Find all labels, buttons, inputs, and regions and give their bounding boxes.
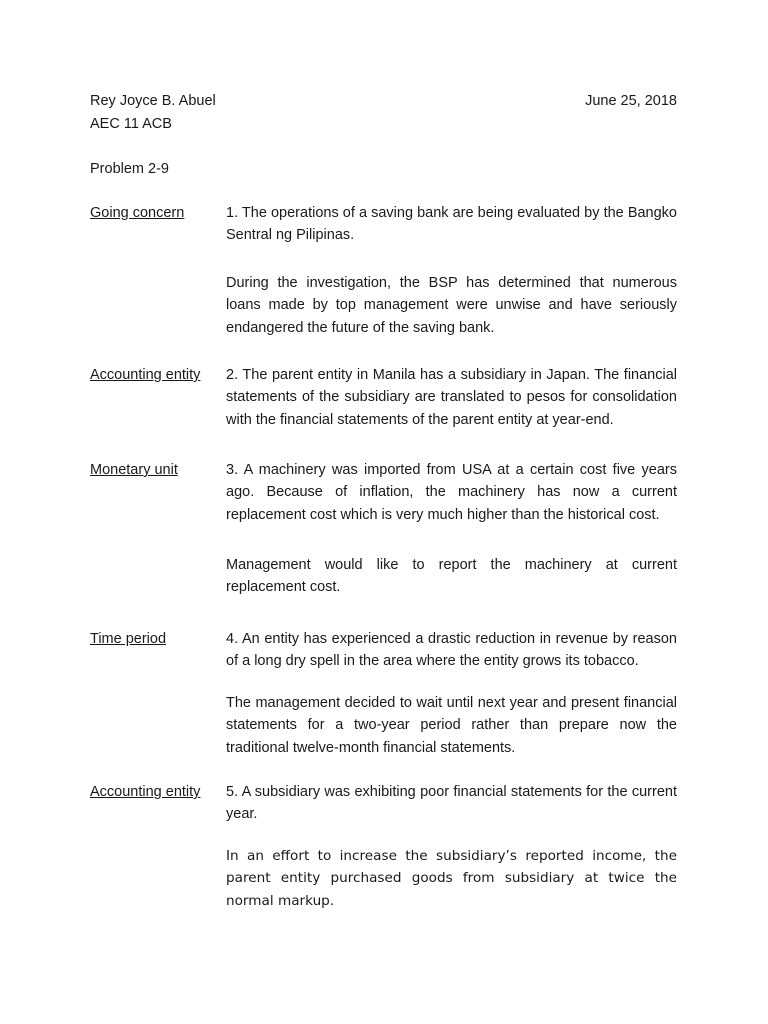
item-4-paragraph-1: 4. An entity has experienced a drastic reduction in revenue by reason of a long dry spell in the area where the entity grows its tobacco. <box>226 631 677 670</box>
item-1-paragraph-2: During the investigation, the BSP has determined that numerous loans made by top management were unwise and have seriously endangered the future of the saving bank. <box>226 275 677 336</box>
item-1-label: Going concern <box>90 205 185 221</box>
course-section: AEC 11 ACB <box>90 116 172 132</box>
item-5-paragraph-2: In an effort to increase the subsidiary’s reported income, the parent entity purchased goods from subsidiary at twice the normal markup. <box>226 848 677 909</box>
item-4-label: Time period <box>90 631 167 647</box>
item-1-paragraph-1: 1. The operations of a saving bank are being evaluated by the Bangko Sentral ng Pilipinas. <box>226 205 677 244</box>
item-3-paragraph-2: Management would like to report the machinery at current replacement cost. <box>226 557 677 596</box>
item-4-paragraph-2: The management decided to wait until next year and present financial statements for a two-year period rather than prepare now the traditional twelve-month financial statements. <box>226 695 677 756</box>
date: June 25, 2018 <box>585 93 677 109</box>
student-name: Rey Joyce B. Abuel <box>90 93 216 109</box>
problem-title: Problem 2-9 <box>90 161 169 177</box>
item-5-label: Accounting entity <box>90 784 201 800</box>
item-2-label: Accounting entity <box>90 367 201 383</box>
item-3-paragraph-1: 3. A machinery was imported from USA at a certain cost five years ago. Because of inflation, the machinery has now a current replacement cost which is very much higher than the historical cost. <box>226 462 677 523</box>
item-3-label: Monetary unit <box>90 462 178 478</box>
item-2-paragraph-1: 2. The parent entity in Manila has a subsidiary in Japan. The financial statements of the subsidiary are translated to pesos for consolidation with the financial statements of the parent entity at year-end. <box>226 367 677 428</box>
item-5-paragraph-1: 5. A subsidiary was exhibiting poor financial statements for the current year. <box>226 784 677 823</box>
